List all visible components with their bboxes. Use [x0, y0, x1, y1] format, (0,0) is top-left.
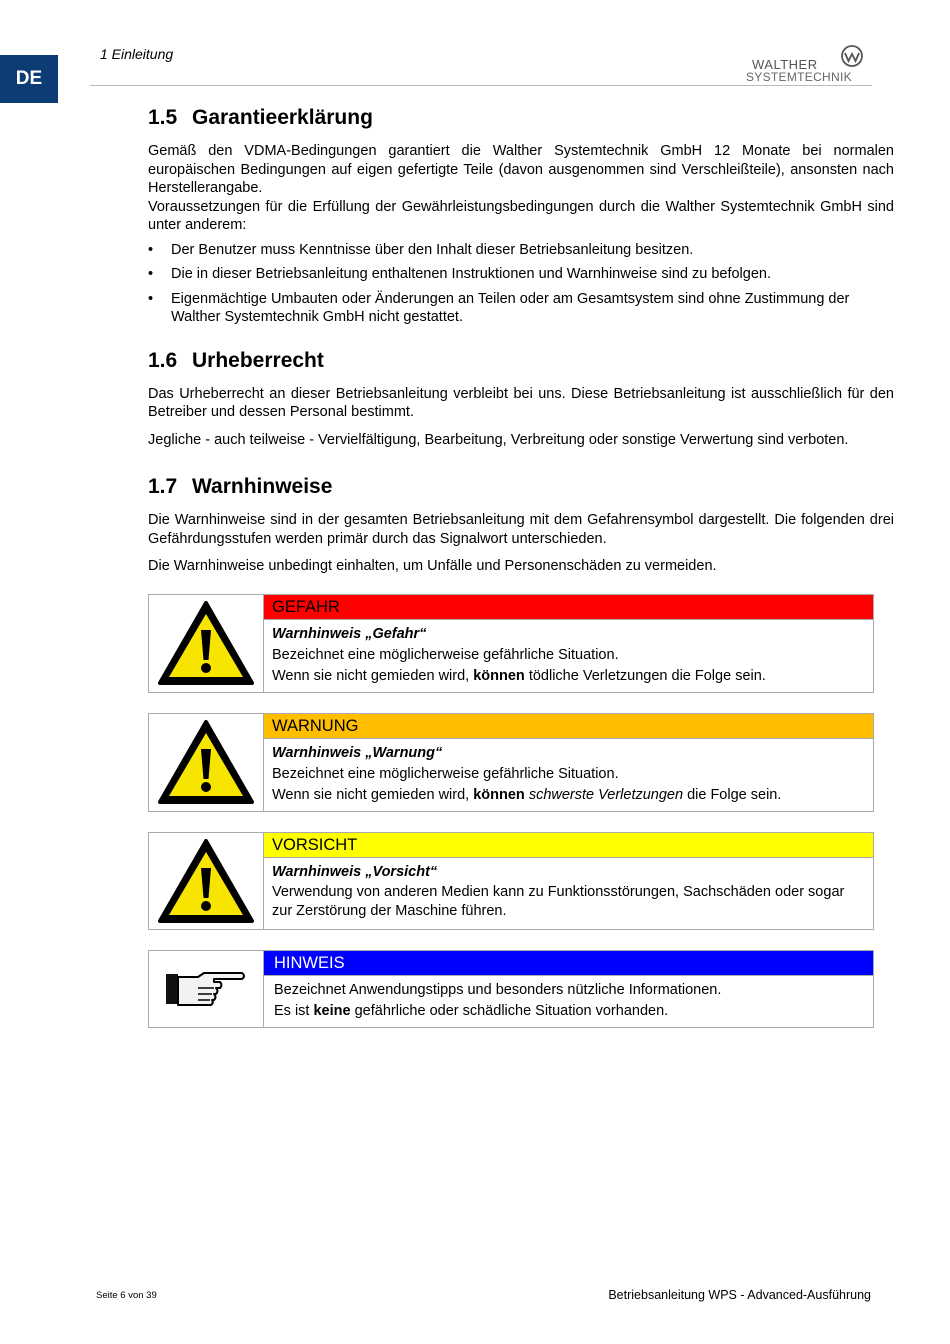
signal-word: VORSICHT: [264, 833, 873, 858]
warning-line: Bezeichnet eine möglicherweise gefährliche Situation.: [272, 765, 619, 782]
warning-box-warnung: [148, 713, 874, 812]
list-item: • Eigenmächtige Umbauten oder Änderungen an Teilen oder am Gesamtsystem sind ohne Zustimmung der Walther Systemtechnik GmbH nicht gestattet.: [148, 290, 894, 327]
warning-line: Es ist keine gefährliche oder schädliche Situation vorhanden.: [274, 1002, 669, 1019]
notice-box-hinweis: [148, 950, 874, 1028]
section-title: Garantieerklärung: [192, 106, 373, 129]
list-item: • Der Benutzer muss Kenntnisse über den Inhalt dieser Betriebsanleitung besitzen.: [148, 241, 894, 260]
section-heading: [148, 106, 894, 130]
section-urheberrecht: [148, 349, 894, 450]
warning-body: [264, 833, 873, 929]
paragraph: Gemäß den VDMA-Bedingungen garantiert die Walther Systemtechnik GmbH 12 Monate bei normalen europäischen Bedingungen auf eigen gefertigte Teile (davon ausgenommen sind Verschleißteile), ansonsten nach Herstellerangabe.: [148, 143, 894, 196]
warning-text: [264, 858, 873, 929]
warning-triangle-icon: [149, 714, 264, 811]
section-number: 1.6: [148, 348, 178, 372]
section-number: 1.7: [148, 475, 178, 498]
warning-body: [264, 595, 873, 692]
document-title: Betriebsanleitung WPS - Advanced-Ausführung: [608, 1288, 871, 1302]
section-warnhinweise: [148, 475, 894, 1028]
logo-line-1: WALTHER: [752, 57, 818, 72]
header-divider: [90, 85, 872, 86]
signal-word: GEFAHR: [264, 595, 873, 620]
page-content: [148, 106, 894, 1028]
chapter-header: 1 Einleitung: [100, 46, 174, 62]
paragraph: Die Warnhinweise unbedingt einhalten, um Unfälle und Personenschäden zu vermeiden.: [148, 558, 717, 574]
warning-triangle-icon: [149, 595, 264, 692]
warning-triangle-icon: [149, 833, 264, 929]
page-number: Seite 6 von 39: [96, 1290, 157, 1301]
pointing-hand-icon: [149, 951, 264, 1027]
section-heading: [148, 475, 894, 499]
warning-text: [264, 976, 873, 1027]
section-heading: [148, 349, 894, 373]
logo-w-icon: [840, 44, 864, 68]
warning-line: Verwendung von anderen Medien kann zu Funktionsstörungen, Sachschäden oder sogar zur Zerstörung der Maschine führen.: [272, 883, 845, 919]
warning-title: Warnhinweis „Vorsicht“: [272, 863, 438, 880]
section-number: 1.5: [148, 106, 178, 129]
warning-box-vorsicht: [148, 832, 874, 930]
section-title: Urheberrecht: [192, 348, 324, 372]
warning-title: Warnhinweis „Warnung“: [272, 744, 443, 761]
warning-text: [264, 620, 873, 692]
warning-line: Wenn sie nicht gemieden wird, können schwerste Verletzungen die Folge sein.: [272, 786, 782, 803]
paragraph: Jegliche - auch teilweise - Vervielfältigung, Bearbeitung, Verbreitung oder sonstige Verwertung sind verboten.: [148, 431, 849, 448]
warning-line: Wenn sie nicht gemieden wird, können tödliche Verletzungen die Folge sein.: [272, 667, 766, 684]
language-tab: DE: [0, 55, 58, 103]
warning-title: Warnhinweis „Gefahr“: [272, 625, 427, 642]
warning-text: [264, 739, 873, 811]
warning-line: Bezeichnet eine möglicherweise gefährliche Situation.: [272, 646, 619, 663]
warning-box-gefahr: [148, 594, 874, 693]
paragraph: Voraussetzungen für die Erfüllung der Gewährleistungsbedingungen durch die Walther Systemtechnik GmbH sind unter anderem:: [148, 198, 894, 233]
signal-word: HINWEIS: [264, 951, 873, 976]
signal-word: WARNUNG: [264, 714, 873, 739]
logo-line-2: SYSTEMTECHNIK: [746, 70, 852, 84]
warning-line: Bezeichnet Anwendungstipps und besonders nützliche Informationen.: [274, 981, 722, 998]
paragraph: Das Urheberrecht an dieser Betriebsanleitung verbleibt bei uns. Diese Betriebsanleitung ist ausschließlich für den Betreiber und dessen Personal bestimmt.: [148, 385, 894, 420]
warning-body: [264, 951, 873, 1027]
section-title: Warnhinweise: [192, 475, 333, 498]
list-item: • Die in dieser Betriebsanleitung enthaltenen Instruktionen und Warnhinweise sind zu befolgen.: [148, 265, 894, 284]
section-garantie: [148, 106, 894, 327]
bullet-list: [148, 241, 894, 327]
warning-body: [264, 714, 873, 811]
paragraph: Die Warnhinweise sind in der gesamten Betriebsanleitung mit dem Gefahrensymbol dargestellt. Die folgenden drei Gefährdungsstufen werden primär durch das Signalwort unterschieden.: [148, 512, 894, 547]
company-logo: [744, 42, 870, 86]
